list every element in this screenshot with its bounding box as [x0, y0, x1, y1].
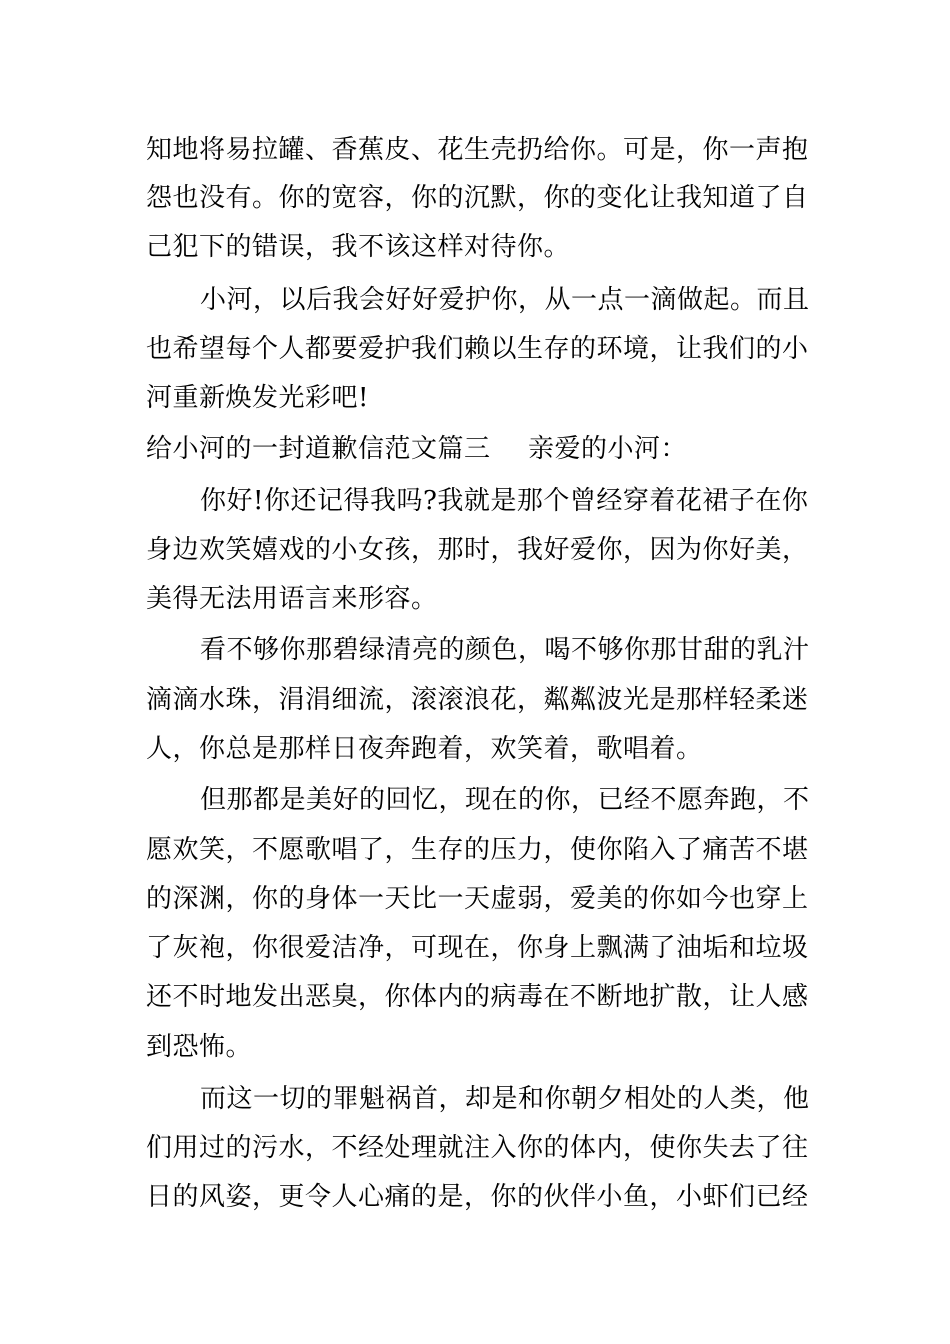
text-line: 身边欢笑嬉戏的小女孩，那时，我好爱你，因为你好美，	[146, 535, 809, 565]
paragraph-first-line: 小河，以后我会好好爱护你，从一点一滴做起。而且	[200, 285, 810, 315]
text-line: 了灰袍，你很爱洁净，可现在，你身上飘满了油垢和垃圾	[146, 933, 809, 963]
salutation: 亲爱的小河：	[528, 434, 688, 464]
text-line: 的深渊，你的身体一天比一天虚弱，爱美的你如今也穿上	[146, 884, 809, 914]
text-line: 己犯下的错误，我不该这样对待你。	[146, 232, 571, 262]
text-line: 滴滴水珠，涓涓细流，滚滚浪花，粼粼波光是那样轻柔迷	[146, 685, 809, 715]
paragraph-first-line: 但那都是美好的回忆，现在的你，已经不愿奔跑，不	[200, 785, 810, 815]
text-line: 也希望每个人都要爱护我们赖以生存的环境，让我们的小	[146, 334, 809, 364]
text-line: 日的风姿，更令人心痛的是，你的伙伴小鱼，小虾们已经	[146, 1182, 809, 1212]
paragraph-first-line: 看不够你那碧绿清亮的颜色，喝不够你那甘甜的乳汁	[200, 635, 810, 665]
text-line: 愿欢笑，不愿歌唱了，生存的压力，使你陷入了痛苦不堪	[146, 835, 809, 865]
text-line: 美得无法用语言来形容。	[146, 584, 438, 614]
text-line: 到恐怖。	[146, 1032, 253, 1062]
text-line: 人，你总是那样日夜奔跑着，欢笑着，歌唱着。	[146, 734, 703, 764]
text-line: 们用过的污水，不经处理就注入你的体内，使你失去了往	[146, 1133, 809, 1163]
text-line: 还不时地发出恶臭，你体内的病毒在不断地扩散，让人感	[146, 982, 809, 1012]
text-line: 河重新焕发光彩吧!	[146, 383, 369, 413]
paragraph-first-line: 而这一切的罪魁祸首，却是和你朝夕相处的人类，他	[200, 1084, 810, 1114]
paragraph-first-line: 你好!你还记得我吗?我就是那个曾经穿着花裙子在你	[200, 486, 809, 516]
text-line: 知地将易拉罐、香蕉皮、花生壳扔给你。可是，你一声抱	[146, 135, 809, 165]
section-heading: 给小河的一封道歉信范文篇三	[146, 434, 491, 464]
text-line: 怨也没有。你的宽容，你的沉默，你的变化让我知道了自	[146, 183, 809, 213]
